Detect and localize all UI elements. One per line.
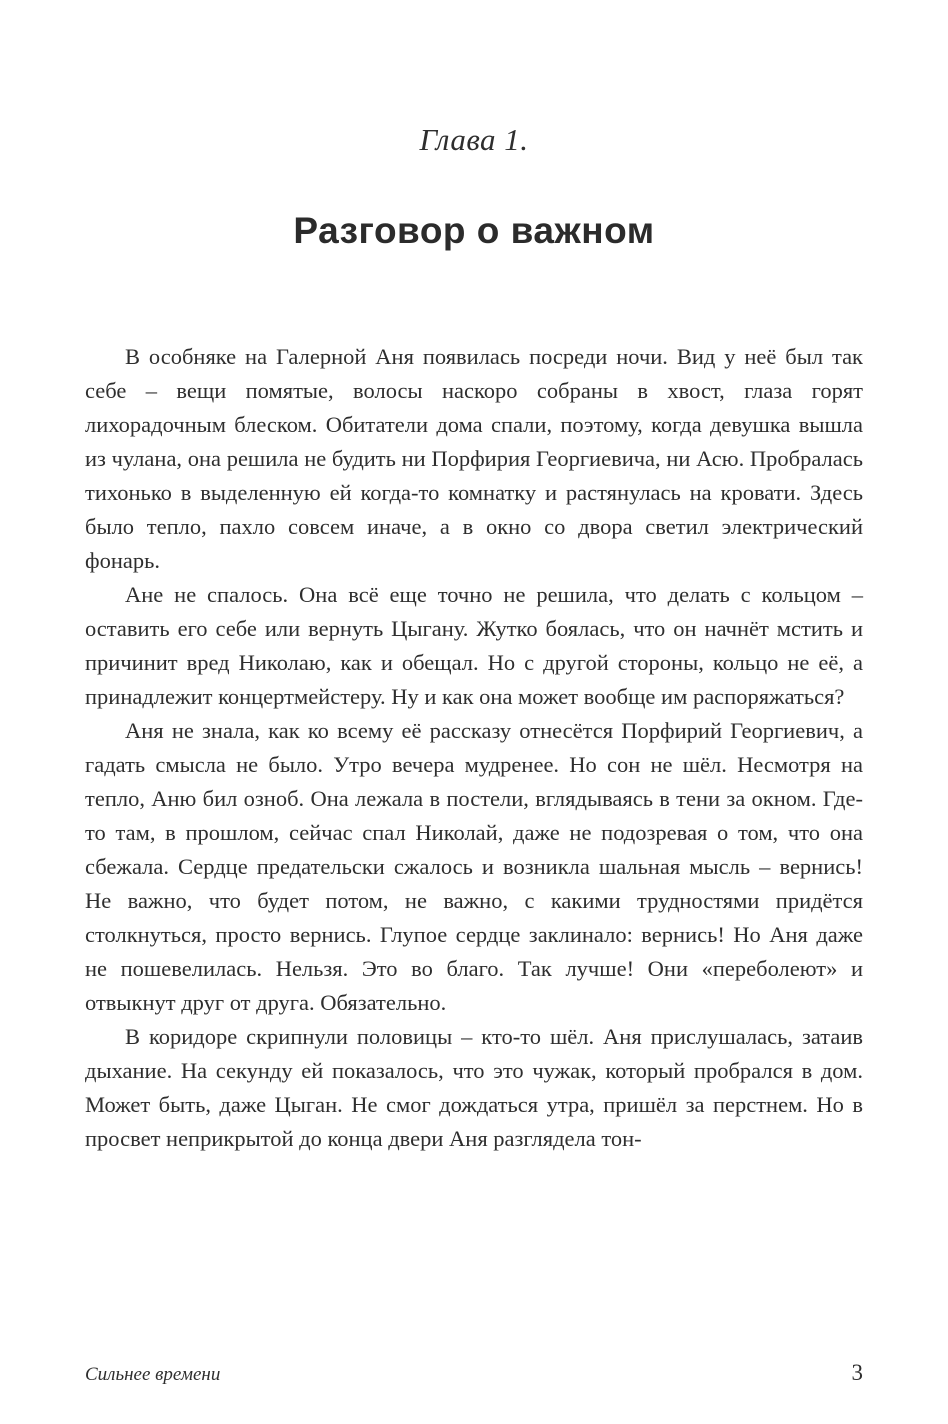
running-book-title: Сильнее времени xyxy=(85,1364,221,1385)
paragraph: Ане не спалось. Она всё еще точно не решила, что делать с кольцом – оставить его себе или вернуть Цыгану. Жутко боялась, что он начнёт мстить и причинит вред Николаю, как и обещал. Но с другой стороны, кольцо не её, а принадлежит концертмейстеру. Ну и как она может вообще им распоряжаться? xyxy=(85,582,863,709)
paragraph: В коридоре скрипнули половицы – кто-то шёл. Аня прислушалась, затаив дыхание. На секунду ей показалось, что это чужак, который пробрался в дом. Может быть, даже Цыган. Не смог дождаться утра, пришёл за перстнем. Но в просвет неприкрытой до конца двери Аня разглядела тон- xyxy=(85,1024,863,1151)
page-number: 3 xyxy=(851,1360,863,1385)
chapter-label: Глава 1. xyxy=(419,122,529,157)
body-text xyxy=(85,340,863,1156)
chapter-title: Разговор о важном xyxy=(293,210,655,251)
paragraph: В особняке на Галерной Аня появилась посреди ночи. Вид у неё был так себе – вещи помятые, волосы наскоро собраны в хвост, глаза горят лихорадочным блеском. Обитатели дома спали, поэтому, когда девушка вышла из чулана, она решила не будить ни Порфирия Георгиевича, ни Асю. Пробралась тихонько в выделенную ей когда-то комнатку и растянулась на кровати. Здесь было тепло, пахло совсем иначе, а в окно со двора светил электрический фонарь. xyxy=(85,344,863,573)
paragraph: Аня не знала, как ко всему её рассказу отнесётся Порфирий Георгиевич, а гадать смысла не было. Утро вечера мудренее. Но сон не шёл. Несмотря на тепло, Аню бил озноб. Она лежала в постели, вглядываясь в тени за окном. Где-то там, в прошлом, сейчас спал Николай, даже не подозревая о том, что она сбежала. Сердце предательски сжалось и возникла шальная мысль – вернись! Не важно, что будет потом, не важно, с какими трудностями придётся столкнуться, просто вернись. Глупое сердце заклинало: вернись! Но Аня даже не пошевелилась. Нельзя. Это во благо. Так лучше! Они «переболеют» и отвыкнут друг от друга. Обязательно. xyxy=(85,718,863,1015)
page-footer xyxy=(85,1360,863,1386)
